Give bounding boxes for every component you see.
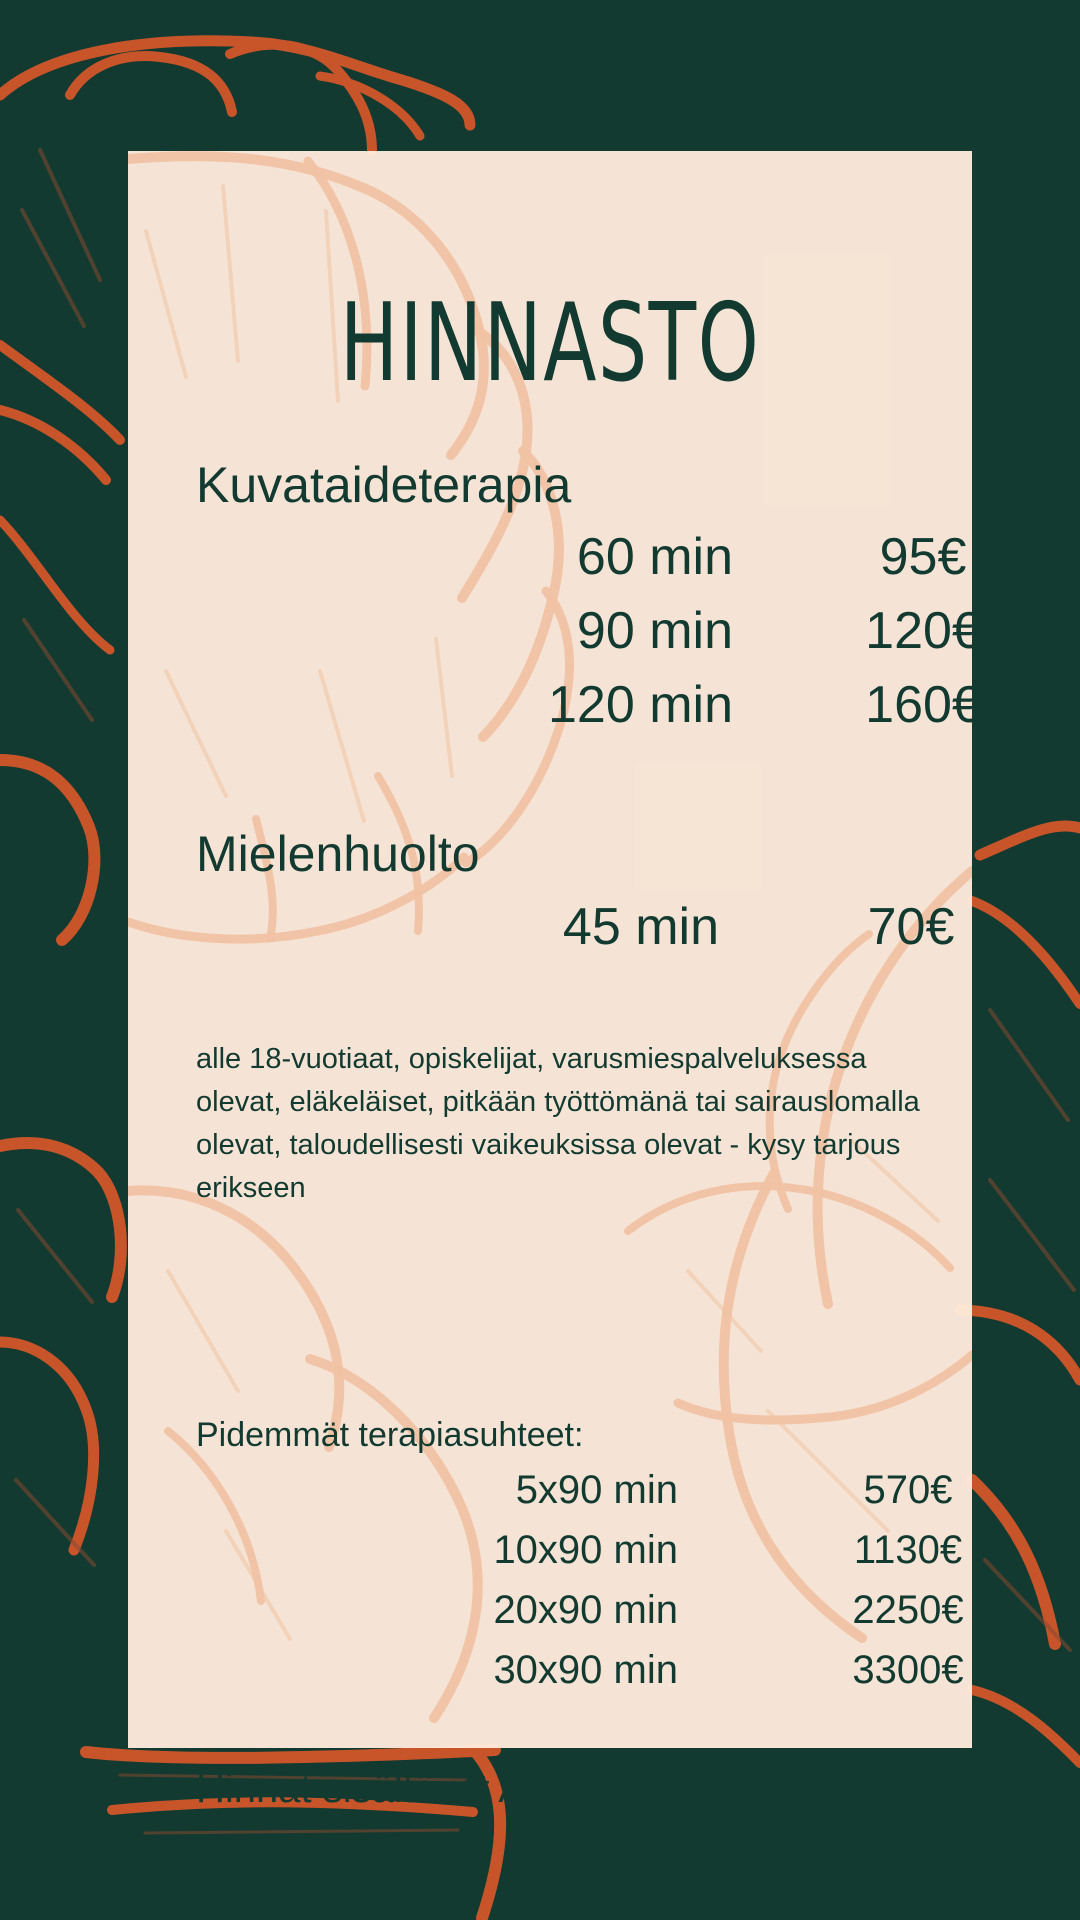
price-label: 1130€ bbox=[853, 1528, 963, 1572]
price-label: 2250€ bbox=[852, 1588, 964, 1632]
mental-care-title: Mielenhuolto bbox=[196, 826, 480, 882]
discount-note: alle 18-vuotiaat, opiskelijat, varusmiespalveluksessa olevat, eläkeläiset, pitkään työttömänä tai sairauslomalla olevat, taloudellisesti vaikeuksissa olevat - kysy tarjous erikseen bbox=[196, 1043, 920, 1204]
duration-label: 90 min bbox=[576, 602, 733, 660]
duration-label: 60 min bbox=[576, 528, 733, 586]
duration-label: 120 min bbox=[548, 676, 733, 734]
duration-label: 10x90 min bbox=[493, 1528, 678, 1572]
vat-note: Hinnat sisältävät ALV 25,5% bbox=[196, 1767, 696, 1811]
price-label: 95€ bbox=[879, 528, 967, 586]
duration-label: 45 min bbox=[562, 898, 719, 956]
price-list-card bbox=[128, 151, 981, 1811]
duration-label: 20x90 min bbox=[493, 1588, 678, 1632]
duration-label: 30x90 min bbox=[493, 1648, 678, 1692]
longer-therapy-title: Pidemmät terapiasuhteet: bbox=[196, 1416, 584, 1454]
price-label: 160€ bbox=[865, 676, 981, 734]
price-label: 3300€ bbox=[852, 1648, 964, 1692]
price-label: 120€ bbox=[865, 602, 981, 660]
art-therapy-title: Kuvataideterapia bbox=[196, 457, 572, 513]
price-label: 570€ bbox=[863, 1468, 953, 1512]
duration-label: 5x90 min bbox=[515, 1468, 678, 1512]
price-list-content bbox=[128, 151, 981, 1811]
page-title: HINNASTO bbox=[339, 281, 761, 406]
price-label: 70€ bbox=[867, 898, 955, 956]
